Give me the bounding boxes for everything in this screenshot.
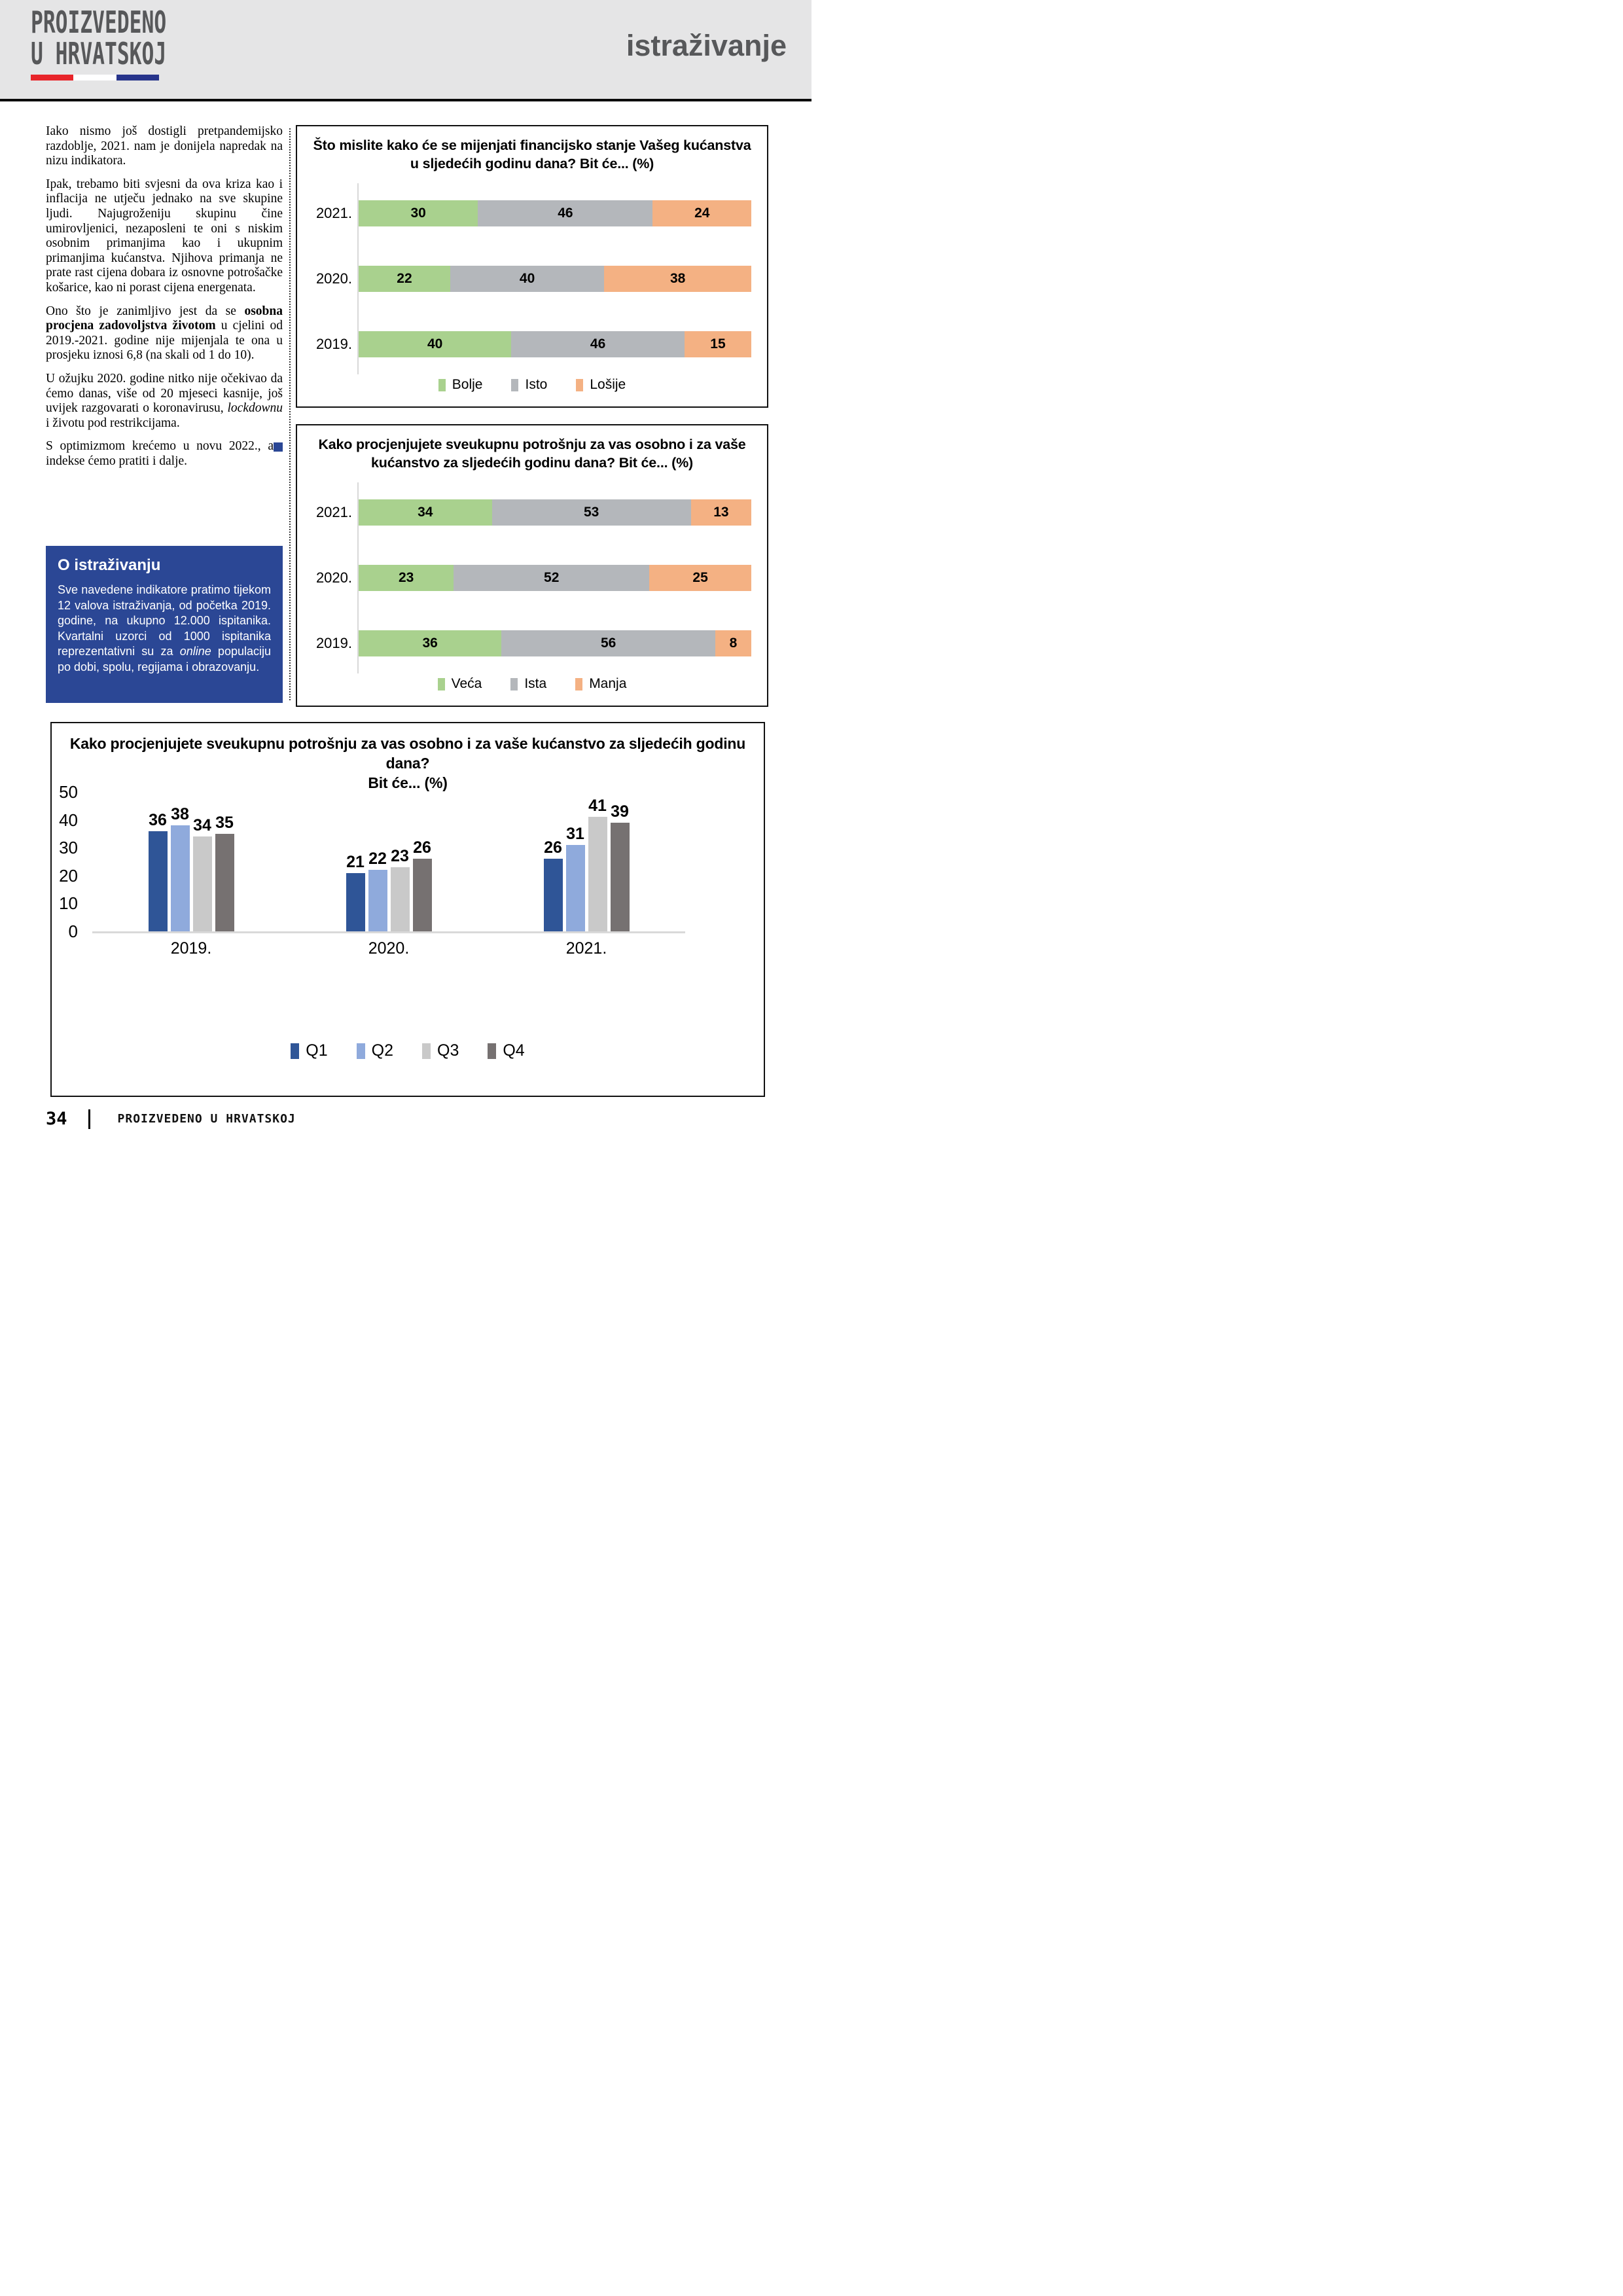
category-label: 2021. bbox=[315, 504, 352, 520]
bar-group bbox=[544, 798, 630, 931]
x-axis-category-labels bbox=[92, 939, 685, 958]
chart-title bbox=[297, 425, 767, 472]
bar bbox=[215, 834, 234, 931]
bar-segment: 22 bbox=[359, 266, 450, 292]
chart-household-finance bbox=[296, 125, 768, 408]
bar-segment: 36 bbox=[359, 630, 501, 656]
stacked-rows bbox=[306, 181, 751, 377]
bar-with-label bbox=[149, 812, 168, 931]
section-title: istraživanje bbox=[626, 29, 787, 62]
stacked-bar-row bbox=[306, 545, 751, 611]
legend-item bbox=[488, 1041, 524, 1060]
stacked-bar bbox=[359, 331, 751, 357]
bar bbox=[171, 825, 190, 931]
paragraph-italic-text: lockdownu bbox=[227, 401, 283, 416]
bar bbox=[588, 817, 607, 931]
paragraph-text: Ipak, trebamo biti svjesni da ova kriza kao i inflacija ne utječu jednako na sve skupine ljudi. Najugroženiju skupinu čine umirovljenici, nezaposleni te oni s niskim osobnim primanjima kao i ukupnim primanjima kućanstva. Njihova primanja ne prate rast cijena dobara iz osnovne potrošačke košarice, kao ni porast cijena energenata. bbox=[46, 177, 283, 295]
legend-swatch bbox=[438, 678, 445, 691]
column-divider-dotted bbox=[289, 128, 291, 700]
y-axis-tick-labels bbox=[52, 782, 84, 941]
info-box-text: populaciju po dobi, spolu, regijama i obrazovanju. bbox=[58, 645, 271, 673]
bar-segment: 25 bbox=[649, 565, 751, 591]
category-label: 2019. bbox=[315, 336, 352, 352]
page-header bbox=[0, 0, 812, 101]
paragraph-text: U ožujku 2020. godine nitko nije očekivao da ćemo danas, više od 20 mjeseci kasnije, još uvijek razgovarati o koronavirusu, bbox=[46, 371, 283, 416]
croatian-flag-underline bbox=[31, 75, 159, 81]
bar-value-label: 38 bbox=[171, 805, 189, 824]
flag-blue-stripe bbox=[116, 75, 159, 81]
category-label: 2020. bbox=[315, 569, 352, 586]
chart-title bbox=[297, 126, 767, 173]
logo-text-line1: PROIZVEDENO bbox=[31, 5, 167, 40]
bar-value-label: 34 bbox=[193, 816, 211, 835]
article-end-marker bbox=[274, 442, 283, 452]
bar-value-label: 26 bbox=[544, 838, 562, 857]
legend-label: Bolje bbox=[452, 377, 483, 392]
stacked-bar bbox=[359, 630, 751, 656]
paragraph-text: Ono što je zanimljivo jest da se bbox=[46, 304, 245, 318]
bar-with-label bbox=[566, 826, 585, 931]
bar bbox=[544, 859, 563, 931]
article-paragraph-5 bbox=[46, 439, 283, 469]
bar-with-label bbox=[413, 840, 432, 931]
legend-item bbox=[510, 676, 546, 692]
category-label: 2021. bbox=[315, 205, 352, 221]
legend-item bbox=[438, 676, 482, 692]
y-tick-label: 40 bbox=[59, 810, 78, 830]
bar-value-label: 21 bbox=[346, 852, 365, 871]
footer-divider bbox=[88, 1109, 90, 1129]
legend-swatch bbox=[291, 1043, 299, 1059]
bar-segment: 30 bbox=[359, 200, 478, 226]
bar bbox=[149, 831, 168, 931]
bar-segment: 38 bbox=[604, 266, 751, 292]
stacked-bar-row bbox=[306, 611, 751, 676]
bar-with-label bbox=[346, 854, 365, 932]
bar-segment: 46 bbox=[511, 331, 685, 357]
bar-value-label: 41 bbox=[588, 797, 607, 816]
stacked-bar-row bbox=[306, 246, 751, 312]
legend-item bbox=[575, 676, 626, 692]
page-footer bbox=[46, 1109, 296, 1129]
bar-with-label bbox=[544, 840, 563, 931]
legend-label: Lošije bbox=[590, 377, 626, 392]
chart-legend bbox=[297, 676, 767, 692]
chart-title-line2: Bit će... (%) bbox=[368, 774, 448, 791]
legend-swatch bbox=[511, 379, 518, 391]
article-paragraph-1 bbox=[46, 124, 283, 169]
legend-item bbox=[576, 377, 626, 393]
bar-segment: 34 bbox=[359, 499, 492, 526]
legend-label: Q2 bbox=[371, 1041, 393, 1060]
article-paragraph-3 bbox=[46, 304, 283, 363]
stacked-bar-row bbox=[306, 181, 751, 246]
chart-legend bbox=[52, 1041, 764, 1060]
bar-segment: 24 bbox=[652, 200, 751, 226]
stacked-bar bbox=[359, 200, 751, 226]
bar-with-label bbox=[588, 798, 607, 931]
chart-spending-by-quarter bbox=[50, 722, 765, 1097]
bar-segment: 53 bbox=[492, 499, 691, 526]
paragraph-bold-text: osobna procjena zadovoljstva životom bbox=[46, 304, 283, 333]
bar-segment: 23 bbox=[359, 565, 454, 591]
paragraph-text: u cjelini od 2019.-2021. godine nije mijenjala te ona u prosjeku iznosi 6,8 (na skali od 1 do 10). bbox=[46, 319, 283, 363]
bar-segment: 8 bbox=[715, 630, 751, 656]
info-box-text: Sve navedene indikatore pratimo tijekom 12 valova istraživanja, od početka 2019. godine, na ukupno 12.000 ispitanika. Kvartalni uzorci od 1000 ispitanika reprezentativni su za bbox=[58, 583, 271, 658]
chart-legend bbox=[297, 377, 767, 393]
bar bbox=[611, 823, 630, 931]
bar-with-label bbox=[171, 806, 190, 931]
flag-white-stripe bbox=[73, 75, 116, 81]
chart-title bbox=[52, 723, 764, 793]
chart-title-line2: u sljedećih godinu dana? Bit će... (%) bbox=[410, 156, 654, 171]
stacked-rows bbox=[306, 480, 751, 676]
legend-swatch bbox=[510, 678, 518, 691]
chart-title-line2: kućanstvo za sljedećih godinu dana? Bit će... (%) bbox=[371, 455, 693, 471]
legend-swatch bbox=[357, 1043, 365, 1059]
bar-with-label bbox=[391, 848, 410, 931]
legend-item bbox=[422, 1041, 459, 1060]
bar-value-label: 35 bbox=[215, 813, 234, 832]
legend-label: Ista bbox=[524, 676, 547, 691]
article-paragraph-2 bbox=[46, 177, 283, 296]
chart-spending-estimate bbox=[296, 424, 768, 707]
stacked-bar-plot bbox=[306, 181, 751, 377]
bar bbox=[368, 870, 387, 931]
legend-item bbox=[357, 1041, 393, 1060]
stacked-bar bbox=[359, 565, 751, 591]
footer-brand: PROIZVEDENO U HRVATSKOJ bbox=[117, 1112, 296, 1126]
bar-segment: 15 bbox=[685, 331, 751, 357]
x-category-label: 2019. bbox=[170, 939, 212, 958]
y-tick-label: 30 bbox=[59, 838, 78, 858]
legend-label: Q3 bbox=[437, 1041, 459, 1060]
stacked-bar-plot bbox=[306, 480, 751, 676]
legend-label: Isto bbox=[525, 377, 548, 392]
logo-text-line2: U HRVATSKOJ bbox=[31, 36, 167, 71]
stacked-bar bbox=[359, 266, 751, 292]
bar-segment: 46 bbox=[478, 200, 652, 226]
bar-segment: 40 bbox=[359, 331, 511, 357]
legend-swatch bbox=[422, 1043, 431, 1059]
bar-group bbox=[346, 840, 432, 931]
bar-segment: 40 bbox=[450, 266, 604, 292]
bar-value-label: 23 bbox=[391, 847, 409, 865]
paragraph-text: S optimizmom krećemo u novu 2022., a indekse ćemo pratiti i dalje. bbox=[46, 439, 274, 468]
article-text-column bbox=[46, 124, 283, 477]
bar-with-label bbox=[611, 804, 630, 931]
stacked-bar-row bbox=[306, 312, 751, 377]
legend-item bbox=[291, 1041, 327, 1060]
bar-value-label: 36 bbox=[149, 810, 167, 829]
info-box-body bbox=[58, 583, 271, 675]
paragraph-text: Iako nismo još dostigli pretpandemijsko razdoblje, 2021. nam je donijela napredak na nizu indikatora. bbox=[46, 124, 283, 168]
article-paragraph-4 bbox=[46, 372, 283, 431]
stacked-bar bbox=[359, 499, 751, 526]
y-tick-label: 0 bbox=[68, 922, 78, 941]
legend-label: Manja bbox=[589, 676, 627, 691]
legend-swatch bbox=[438, 379, 446, 391]
y-axis-line bbox=[357, 183, 359, 374]
legend-label: Q4 bbox=[503, 1041, 525, 1060]
flag-red-stripe bbox=[31, 75, 73, 81]
bar bbox=[346, 873, 365, 932]
brand-logo bbox=[31, 7, 230, 81]
chart-title-line1: Što mislite kako će se mijenjati financijsko stanje Vašeg kućanstva bbox=[313, 137, 751, 153]
x-category-label: 2020. bbox=[368, 939, 410, 958]
y-tick-label: 50 bbox=[59, 782, 78, 802]
x-category-label: 2021. bbox=[565, 939, 607, 958]
stacked-bar-row bbox=[306, 480, 751, 545]
legend-swatch bbox=[575, 678, 582, 691]
y-tick-label: 10 bbox=[59, 893, 78, 914]
bar-value-label: 39 bbox=[611, 802, 629, 821]
legend-swatch bbox=[576, 379, 583, 391]
info-box-title: O istraživanju bbox=[58, 556, 161, 574]
magazine-page bbox=[0, 0, 812, 1148]
category-label: 2020. bbox=[315, 270, 352, 287]
y-axis-line bbox=[357, 482, 359, 673]
category-label: 2019. bbox=[315, 635, 352, 651]
page-number: 34 bbox=[46, 1109, 67, 1129]
info-box-italic-text: online bbox=[179, 645, 211, 658]
bar-with-label bbox=[215, 815, 234, 931]
y-tick-label: 20 bbox=[59, 865, 78, 886]
chart-title-line1: Kako procjenjujete sveukupnu potrošnju za vas osobno i za vaše bbox=[318, 437, 746, 452]
bar-with-label bbox=[193, 817, 212, 931]
legend-swatch bbox=[488, 1043, 496, 1059]
bar-segment: 13 bbox=[691, 499, 751, 526]
bar-with-label bbox=[368, 851, 387, 931]
legend-label: Q1 bbox=[306, 1041, 328, 1060]
bar-segment: 56 bbox=[501, 630, 715, 656]
bar bbox=[193, 836, 212, 931]
legend-label: Veća bbox=[451, 676, 482, 691]
bar bbox=[566, 845, 585, 931]
bar bbox=[413, 859, 432, 931]
bar-value-label: 26 bbox=[413, 838, 431, 857]
legend-item bbox=[438, 377, 483, 393]
bar-value-label: 31 bbox=[566, 824, 584, 843]
about-research-box bbox=[46, 546, 283, 703]
bar-segment: 52 bbox=[454, 565, 649, 591]
bar-group bbox=[149, 806, 234, 931]
chart-title-line1: Kako procjenjujete sveukupnu potrošnju za vas osobno i za vaše kućanstvo za sljedećih godinu dana? bbox=[69, 735, 746, 772]
bar-value-label: 22 bbox=[368, 850, 387, 869]
paragraph-text: i životu pod restrikcijama. bbox=[46, 416, 180, 430]
legend-item bbox=[511, 377, 547, 393]
bar bbox=[391, 867, 410, 931]
